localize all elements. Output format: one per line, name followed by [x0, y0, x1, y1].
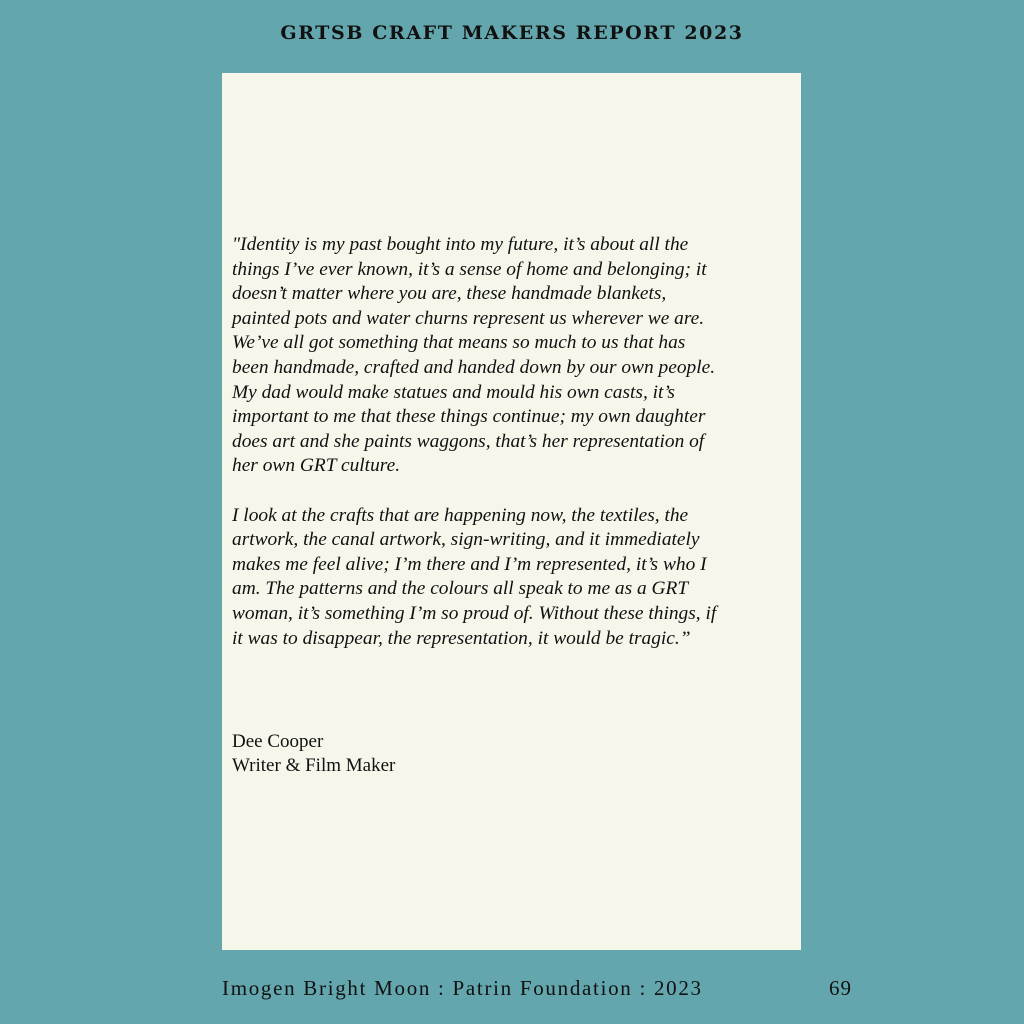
- quote-paragraph-1: [232, 233, 797, 479]
- quote-card: [222, 73, 801, 950]
- quote-line: artwork, the canal artwork, sign-writing, and it immediately: [232, 529, 700, 551]
- quote-line: woman, it’s something I’m so proud of. Without these things, if: [232, 602, 717, 624]
- quote-line: My dad would make statues and mould his own casts, it’s: [232, 381, 675, 403]
- quote-line: her own GRT culture.: [232, 455, 401, 477]
- author-name: Dee Cooper: [232, 731, 324, 752]
- quote-line: am. The patterns and the colours all speak to me as a GRT: [232, 578, 689, 600]
- quote-line: important to me that these things continue; my own daughter: [232, 406, 706, 428]
- quote-line: makes me feel alive; I’m there and I’m represented, it’s who I: [232, 553, 707, 575]
- quote-line: things I’ve ever known, it’s a sense of home and belonging; it: [232, 258, 707, 280]
- quote-line: painted pots and water churns represent us wherever we are.: [232, 307, 705, 329]
- quote-line: doesn’t matter where you are, these handmade blankets,: [232, 283, 667, 305]
- quote-line: I look at the crafts that are happening now, the textiles, the: [232, 504, 689, 526]
- footer-credit: Imogen Bright Moon : Patrin Foundation : 2023: [222, 976, 703, 1000]
- quote-line: it was to disappear, the representation, it would be tragic.”: [232, 627, 691, 649]
- quote-paragraph-2: [232, 504, 797, 652]
- attribution: [232, 730, 395, 778]
- report-title: GRTSB CRAFT MAKERS REPORT 2023: [280, 22, 744, 44]
- quote-text: [232, 233, 797, 651]
- quote-line: We’ve all got something that means so much to us that has: [232, 332, 686, 354]
- quote-line: been handmade, crafted and handed down by our own people.: [232, 356, 716, 378]
- page-number: 69: [829, 976, 852, 1000]
- quote-line: "Identity is my past bought into my future, it’s about all the: [232, 234, 689, 255]
- quote-line: does art and she paints waggons, that’s her representation of: [232, 430, 705, 452]
- author-role: Writer & Film Maker: [232, 755, 396, 776]
